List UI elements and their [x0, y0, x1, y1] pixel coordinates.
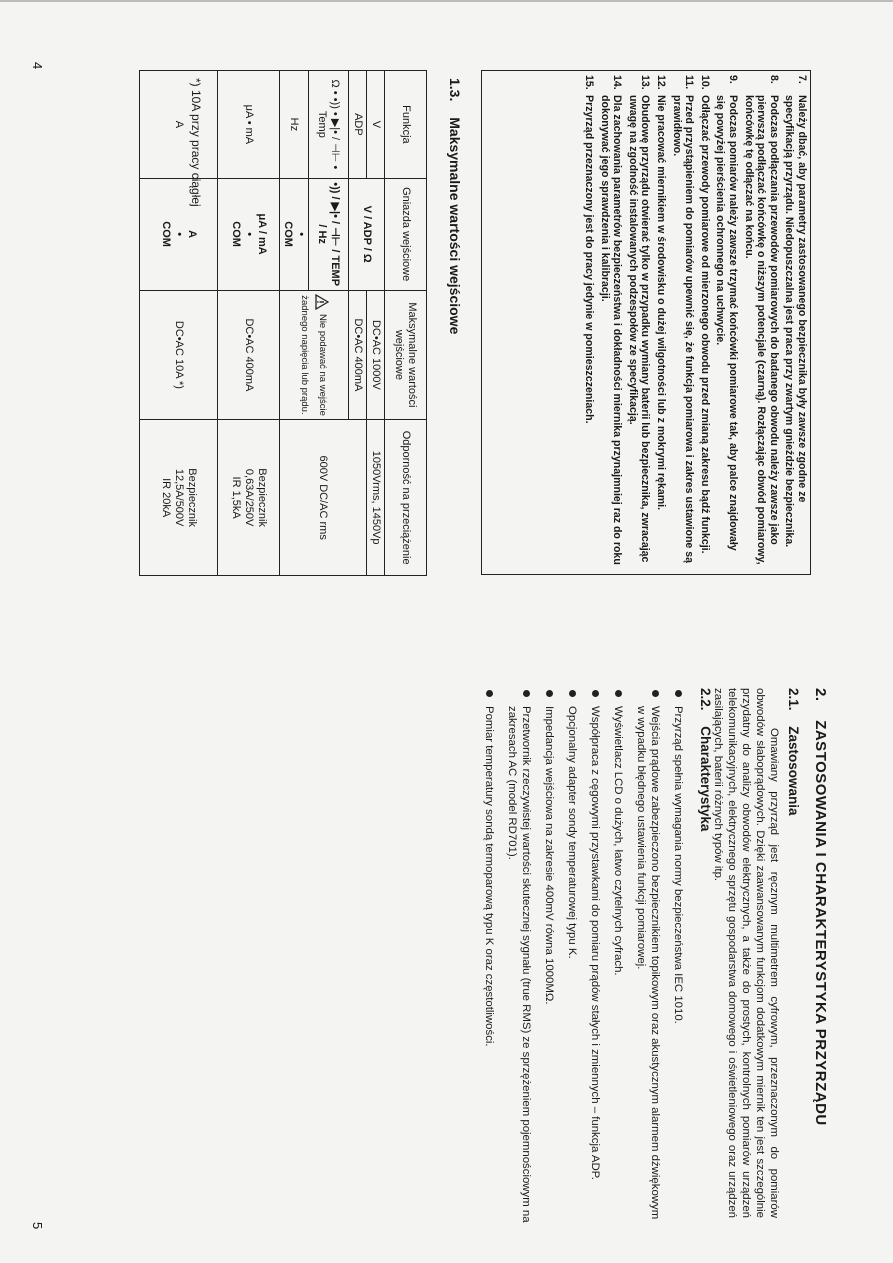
features-list — [473, 688, 685, 1223]
cell-func-ua: μA • mA — [218, 71, 280, 179]
warning-number: 14. — [611, 75, 624, 90]
warning-item — [670, 75, 695, 568]
chapter-number: 2. — [812, 688, 829, 702]
warning-number: 8. — [767, 75, 780, 84]
bullet-icon — [569, 690, 576, 697]
warning-item — [598, 75, 623, 568]
bullet-icon — [523, 690, 530, 697]
bullet-icon — [486, 690, 493, 697]
subsection-2-2-heading — [698, 688, 713, 831]
list-item: Opcjonalny adapter sondy temperaturowej typu K. — [565, 688, 579, 1223]
chapter-title: ZASTOSOWANIA I CHARAKTERYSTYKA PRZYRZĄDU — [812, 720, 829, 1126]
warning-number: 9. — [727, 75, 740, 84]
left-page — [0, 0, 893, 625]
cell-func-ohm: Ω • •)) • ▶|• / ⊣⊢ • Temp — [309, 71, 349, 179]
warning-number: 11. — [683, 75, 696, 90]
cell-func-hz: Hz — [280, 71, 309, 179]
list-item: Przyrząd spełnia wymagania normy bezpieczeństwa IEC 1010. — [671, 688, 685, 1223]
applications-text: Omawiany przyrząd jest ręcznym multimetrem cyfrowym, przeznaczonym do pomiarów obwodów słaboprądowych. Dzięki zaawansowanym funkcjom dodatkowym miernik ten jest szczególnie przydatny do analizy obwodów elektrycznych, a także do prostych, kontrolnych pomiarów urządzeń telekomunikacyjnych, elektrycznego sprzętu gospodarstwa domowego i oświetleniowego oraz urządzeń zasilających, baterii różnych typów itp. — [712, 688, 780, 1218]
cell-socket-hz: • COM — [280, 178, 309, 290]
cell-max-adp: DC•AC 400mA — [349, 290, 367, 420]
warning-text: Nie pracować miernikiem w środowisku o dużej wilgotności lub z mokrymi rękami. — [655, 95, 668, 511]
cell-max-a: DC•AC 10A *) — [140, 290, 218, 420]
warning-item — [742, 75, 780, 568]
applications-paragraph — [711, 688, 781, 1218]
chapter-heading — [812, 688, 829, 1126]
warning-triangle-icon — [312, 294, 330, 310]
cell-max-ohm — [280, 290, 349, 420]
warning-item — [714, 75, 739, 568]
bullet-icon — [675, 690, 682, 697]
bullet-icon — [592, 690, 599, 697]
header-function: Funkcja — [385, 71, 427, 179]
max-note-text: Nie podawać na wejście żadnego napięcia lub prądu. — [299, 295, 329, 416]
cell-socket-v: V / ADP / Ω — [349, 178, 385, 290]
warning-number: 13. — [639, 75, 652, 90]
warning-item — [583, 75, 596, 568]
cell-overload-ohm: 600V DC/AC rms — [280, 420, 367, 576]
cell-overload-a: Bezpiecznik 12,5A/500V IR 20kA — [140, 420, 218, 576]
warning-text: Podczas podłączania przewodów pomiarowych do badanego obwodu należy zawsze jako pierwszą podłączać końcówkę o niższym potencjale (czarną). Rozłączając obwód pomiarowy, końcówkę tę odłączać na końcu. — [742, 95, 780, 565]
warning-text: Należy dbać, aby parametry zastosowanego bezpiecznika były zawsze zgodne ze specyfikacją przyrządu. Niedopuszczalna jest praca przy zwartym gnieździe bezpiecznika. — [783, 95, 808, 548]
cell-func-a: A — [140, 71, 218, 179]
subsection-number: 2.2. — [698, 688, 713, 711]
warning-text: Odłączać przewody pomiarowe od mierzonego obwodu przed zmianą zakresu bądź funkcji. — [698, 95, 711, 554]
warning-text: Dla zachowania parametrów bezpieczeństwa i dokładności miernika przynajmniej raz do roku dokonywać jego sprawdzenia i kalibracji. — [598, 95, 624, 565]
header-sockets: Gniazda wejściowe — [385, 178, 427, 290]
warning-number: 15. — [583, 75, 596, 90]
section-title: Maksymalne wartości wejściowe — [447, 117, 463, 335]
cell-overload-v: 1050Vrms, 1450Vp — [367, 420, 385, 576]
bullet-icon — [615, 690, 622, 697]
list-item: Wyświetlacz LCD o dużych, łatwo czytelnych cyfrach. — [611, 688, 625, 1223]
cell-max-ua: DC•AC 400mA — [218, 290, 280, 420]
page-number-left: 4 — [30, 62, 45, 70]
max-input-table — [139, 70, 427, 576]
warning-item — [783, 75, 808, 568]
cell-overload-ua: Bezpiecznik 0,63A/250V IR 1,5kA — [218, 420, 280, 576]
warnings-box — [481, 70, 811, 575]
warning-number: 7. — [796, 75, 808, 84]
subsection-title: Zastosowania — [786, 726, 801, 816]
warning-text: Przyrząd przeznaczony jest do pracy jedynie w pomieszczeniach. — [583, 95, 596, 424]
list-item: Przetwornik rzeczywistej wartości skutecznej sygnału (true RMS) ze sprzężeniem pojemnościowym na zakresach AC (model RD701). — [505, 688, 533, 1223]
list-item: Współpraca z cęgowymi przystawkami do pomiaru prądów stałych i zmiennych – funkcja ADP. — [588, 688, 602, 1223]
list-item: Wejścia prądowe zabezpieczono bezpiecznikiem topikowym oraz akustycznym alarmem dźwiękowym w wypadku błędnego ustawienia funkcji pomiarowej. — [634, 688, 662, 1223]
section-1-3-heading — [447, 78, 463, 334]
warning-number: 12. — [655, 75, 668, 90]
cell-func-v: V — [367, 71, 385, 179]
warning-text: Podczas pomiarów należy zawsze trzymać końcówki pomiarowe tak, aby palce znajdowały się powyżej pierścienia ochronnego na uchwycie. — [714, 95, 740, 551]
warning-item — [698, 75, 711, 568]
page-number-right: 5 — [30, 1222, 45, 1230]
header-max-values: Maksymalne wartości wejściowe — [385, 290, 427, 420]
right-page — [0, 630, 893, 1263]
footnote: *) 10A przy pracy ciągłej — [189, 78, 203, 207]
cell-socket-ohm: •)) / ▶|• / ⊣⊢ / TEMP / Hz — [309, 178, 349, 290]
list-item: Impedancja wejściowa na zakresie 400mV równa 1000MΩ. — [542, 688, 556, 1223]
subsection-title: Charakterystyka — [698, 726, 713, 832]
cell-max-v: DC•AC 1000V — [367, 290, 385, 420]
warnings-list — [583, 75, 809, 568]
list-item: Pomiar temperatury sondą termoparową typu K oraz częstotliwości. — [482, 688, 496, 1223]
subsection-2-1-heading — [786, 688, 801, 816]
bullet-icon — [546, 690, 553, 697]
warning-text: Przed przystąpieniem do pomiarów upewnić się, że funkcja pomiarowa i zakres ustawione są prawidłowo. — [670, 95, 696, 564]
subsection-number: 2.1. — [786, 688, 801, 711]
cell-socket-a: A • COM — [140, 178, 218, 290]
bullet-icon — [652, 690, 659, 697]
warning-text: Obudowę przyrządu otwierać tylko w przypadku wymiany baterii lub bezpiecznika, zwracając uwagę na zgodność instalowanych podzespołów ze specyfikacją. — [626, 95, 652, 563]
section-number: 1.3. — [447, 78, 463, 102]
warning-item — [626, 75, 651, 568]
cell-socket-ua: μA / mA • COM — [218, 178, 280, 290]
header-overload: Odporność na przeciążenie — [385, 420, 427, 576]
warning-item — [654, 75, 667, 568]
cell-func-adp: ADP — [349, 71, 367, 179]
warning-number: 10. — [698, 75, 711, 90]
